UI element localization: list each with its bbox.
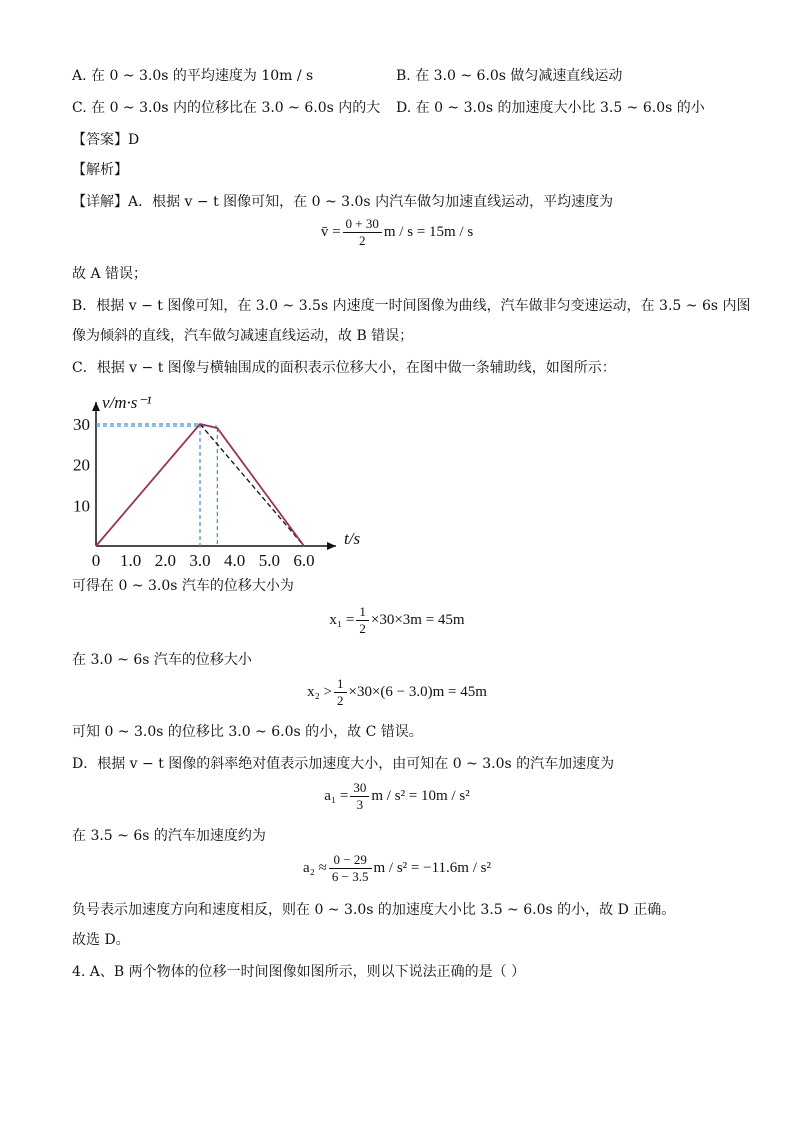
detail-c: C．根据 v − t 图像与横轴围成的面积表示位移大小，在图中做一条辅助线，如图所示： (72, 360, 616, 376)
d-conclusion: 负号表示加速度方向和速度相反，则在 0 ~ 3.0s 的加速度大小比 3.5 ~ 6.0s 的小，故 D 正确。 (72, 902, 676, 918)
y-axis-arrow (92, 402, 100, 411)
auxiliary-dashed-line (200, 424, 304, 546)
eq2-num: 1 (356, 604, 369, 621)
eq4-lhs: a₁ = (324, 788, 349, 804)
eq4-num: 30 (350, 780, 369, 797)
option-d: D. 在 0 ~ 3.0s 的加速度大小比 3.5 ~ 6.0s 的小 (396, 100, 705, 116)
eq1-den: 2 (358, 233, 366, 248)
final-answer: 故选 D。 (72, 932, 130, 948)
equation-x2 (0, 676, 794, 709)
c-line2: 在 3.0 ~ 6s 汽车的位移大小 (72, 652, 252, 668)
option-c: C. 在 0 ~ 3.0s 内的位移比在 3.0 ~ 6.0s 内的大 (72, 100, 381, 116)
equation-a2 (0, 852, 794, 885)
equation-x1 (0, 604, 794, 637)
option-b: B. 在 3.0 ~ 6.0s 做匀减速直线运动 (396, 68, 623, 84)
vt-chart (68, 388, 368, 568)
eq3-rhs: ×30×(6 − 3.0)m = 45m (348, 684, 487, 700)
eq5-num: 0 − 29 (329, 852, 372, 869)
x-axis-label: t/s (344, 529, 361, 548)
option-a: A. 在 0 ~ 3.0s 的平均速度为 10m / s (72, 68, 314, 84)
eq3-num: 1 (334, 676, 347, 693)
vt-curve (96, 424, 304, 546)
eq1-lhs: v̄ = (320, 224, 341, 240)
y-axis-label: v/m·s⁻¹ (102, 393, 152, 412)
c-conclusion: 可知 0 ~ 3.0s 的位移比 3.0 ~ 6.0s 的小，故 C 错误。 (72, 724, 423, 740)
y-tick-label: 30 (73, 415, 90, 434)
equation-average-velocity (0, 216, 794, 249)
x-tick-label: 1.0 (120, 551, 142, 568)
detail-d: D．根据 v − t 图像的斜率绝对值表示加速度大小，由可知在 0 ~ 3.0s 的汽车加速度为 (72, 756, 615, 772)
eq2-rhs: ×30×3m = 45m (370, 612, 465, 628)
detail-b-line2: 像为倾斜的直线，汽车做匀减速直线运动，故 B 错误； (72, 328, 414, 344)
eq4-rhs: m / s² = 10m / s² (371, 788, 470, 804)
eq2-den: 2 (359, 621, 366, 636)
x-tick-label: 0 (91, 551, 101, 568)
d-line: 在 3.5 ~ 6s 的汽车加速度约为 (72, 828, 266, 844)
eq4-den: 3 (356, 797, 364, 812)
c-line1: 可得在 0 ~ 3.0s 汽车的位移大小为 (72, 578, 294, 594)
detail-a: 【详解】A．根据 v − t 图像可知，在 0 ~ 3.0s 内汽车做匀加速直线运动，平均速度为 (72, 194, 614, 210)
eq2-lhs: x₁ = (329, 612, 355, 628)
x-axis-arrow (327, 542, 336, 550)
detail-b-line1: B．根据 v − t 图像可知，在 3.0 ~ 3.5s 内速度一时间图像为曲线，汽车做非匀变速运动，在 3.5 ~ 6s 内图 (72, 298, 751, 314)
y-tick-label: 20 (73, 455, 90, 475)
eq5-lhs: a₂ ≈ (303, 860, 327, 876)
eq5-den: 6 − 3.5 (331, 869, 369, 884)
x-tick-label: 2.0 (154, 551, 176, 568)
analysis-heading: 【解析】 (72, 162, 128, 178)
x-tick-label: 6.0 (293, 551, 315, 568)
eq5-rhs: m / s² = −11.6m / s² (373, 860, 491, 876)
eq1-rhs: m / s = 15m / s (383, 224, 474, 240)
eq3-lhs: x₂ > (307, 684, 333, 700)
a-conclusion: 故 A 错误； (72, 266, 148, 282)
x-tick-label: 4.0 (224, 551, 246, 568)
x-tick-label: 3.0 (189, 551, 211, 568)
question-4: 4. A、B 两个物体的位移一时间图像如图所示，则以下说法正确的是（ ） (72, 964, 526, 980)
eq1-num: 0 + 30 (343, 216, 382, 233)
eq3-den: 2 (337, 693, 344, 708)
y-tick-label: 10 (73, 496, 90, 516)
x-tick-label: 5.0 (258, 551, 280, 568)
equation-a1 (0, 780, 794, 813)
answer: 【答案】D (72, 132, 140, 148)
